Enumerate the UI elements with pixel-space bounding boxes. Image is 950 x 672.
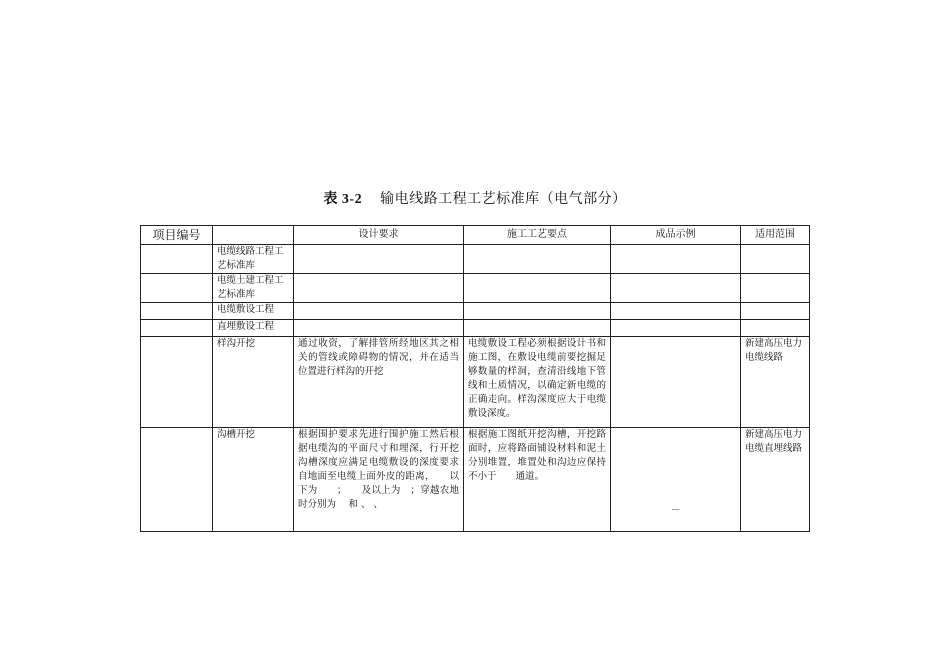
cell-construction <box>464 274 611 303</box>
table-row <box>141 245 810 274</box>
table-row <box>141 303 810 320</box>
header-example: 成品示例 <box>611 226 741 245</box>
cell-design: 根据围护要求先进行围护施工然后根据电缆沟的平面尺寸和埋深，行开挖沟槽深度应满足电缆敷设的深度要求自地面至电缆上面外皮的距离， 以下为 ； 及以上为 ；穿越农地时分别为 和 、 、 <box>294 428 464 532</box>
table-number: 表 3-2 <box>323 192 363 207</box>
cell-name: 电缆土建工程工艺标准库 <box>213 274 294 303</box>
cell-scope <box>741 245 810 274</box>
cell-id <box>141 274 213 303</box>
cell-id <box>141 428 213 532</box>
cell-id <box>141 303 213 320</box>
header-design: 设计要求 <box>294 226 464 245</box>
cell-example <box>611 274 741 303</box>
cell-name: 沟槽开挖 <box>213 428 294 532</box>
process-standard-table <box>140 225 810 532</box>
cell-design <box>294 320 464 337</box>
example-dash: － <box>670 505 681 516</box>
cell-id <box>141 245 213 274</box>
cell-id <box>141 320 213 337</box>
cell-example <box>611 245 741 274</box>
cell-construction: 电缆敷设工程必须根据设计书和施工图，在敷设电缆前要挖掘足够数量的样洞，查清沿线地下管线和土质情况，以确定新电缆的正确走向。样沟深度应大于电缆敷设深度。 <box>464 337 611 428</box>
header-item-id: 项目编号 <box>141 226 213 245</box>
table-title-text: 输电线路工程工艺标准库（电气部分） <box>380 191 627 207</box>
table-row <box>141 320 810 337</box>
cell-example <box>611 337 741 428</box>
table-title <box>0 188 950 208</box>
cell-name: 直埋敷设工程 <box>213 320 294 337</box>
cell-construction <box>464 320 611 337</box>
header-scope: 适用范围 <box>741 226 810 245</box>
cell-example <box>611 320 741 337</box>
cell-scope: 新建高压电力电缆直埋线路 <box>741 428 810 532</box>
cell-name: 电缆敷设工程 <box>213 303 294 320</box>
cell-scope <box>741 274 810 303</box>
cell-construction <box>464 303 611 320</box>
cell-scope: 新建高压电力电缆线路 <box>741 337 810 428</box>
cell-example <box>611 428 741 532</box>
cell-design <box>294 303 464 320</box>
cell-design <box>294 274 464 303</box>
header-item-name <box>213 226 294 245</box>
table-row <box>141 337 810 428</box>
table-row <box>141 428 810 532</box>
cell-construction <box>464 245 611 274</box>
cell-scope <box>741 320 810 337</box>
table-header-row <box>141 226 810 245</box>
header-construction: 施工工艺要点 <box>464 226 611 245</box>
cell-example <box>611 303 741 320</box>
cell-design: 通过收资，了解排管所经地区其之相关的管线或障碍物的情况，并在适当位置进行样沟的开挖 <box>294 337 464 428</box>
cell-construction: 根据施工图纸开挖沟槽，开挖路面时，应将路面铺设材料和泥土分别堆置，堆置处和沟边应保持不小于 通道。 <box>464 428 611 532</box>
table-row <box>141 274 810 303</box>
cell-id <box>141 337 213 428</box>
cell-name: 电缆线路工程工艺标准库 <box>213 245 294 274</box>
cell-design <box>294 245 464 274</box>
cell-name: 样沟开挖 <box>213 337 294 428</box>
cell-scope <box>741 303 810 320</box>
